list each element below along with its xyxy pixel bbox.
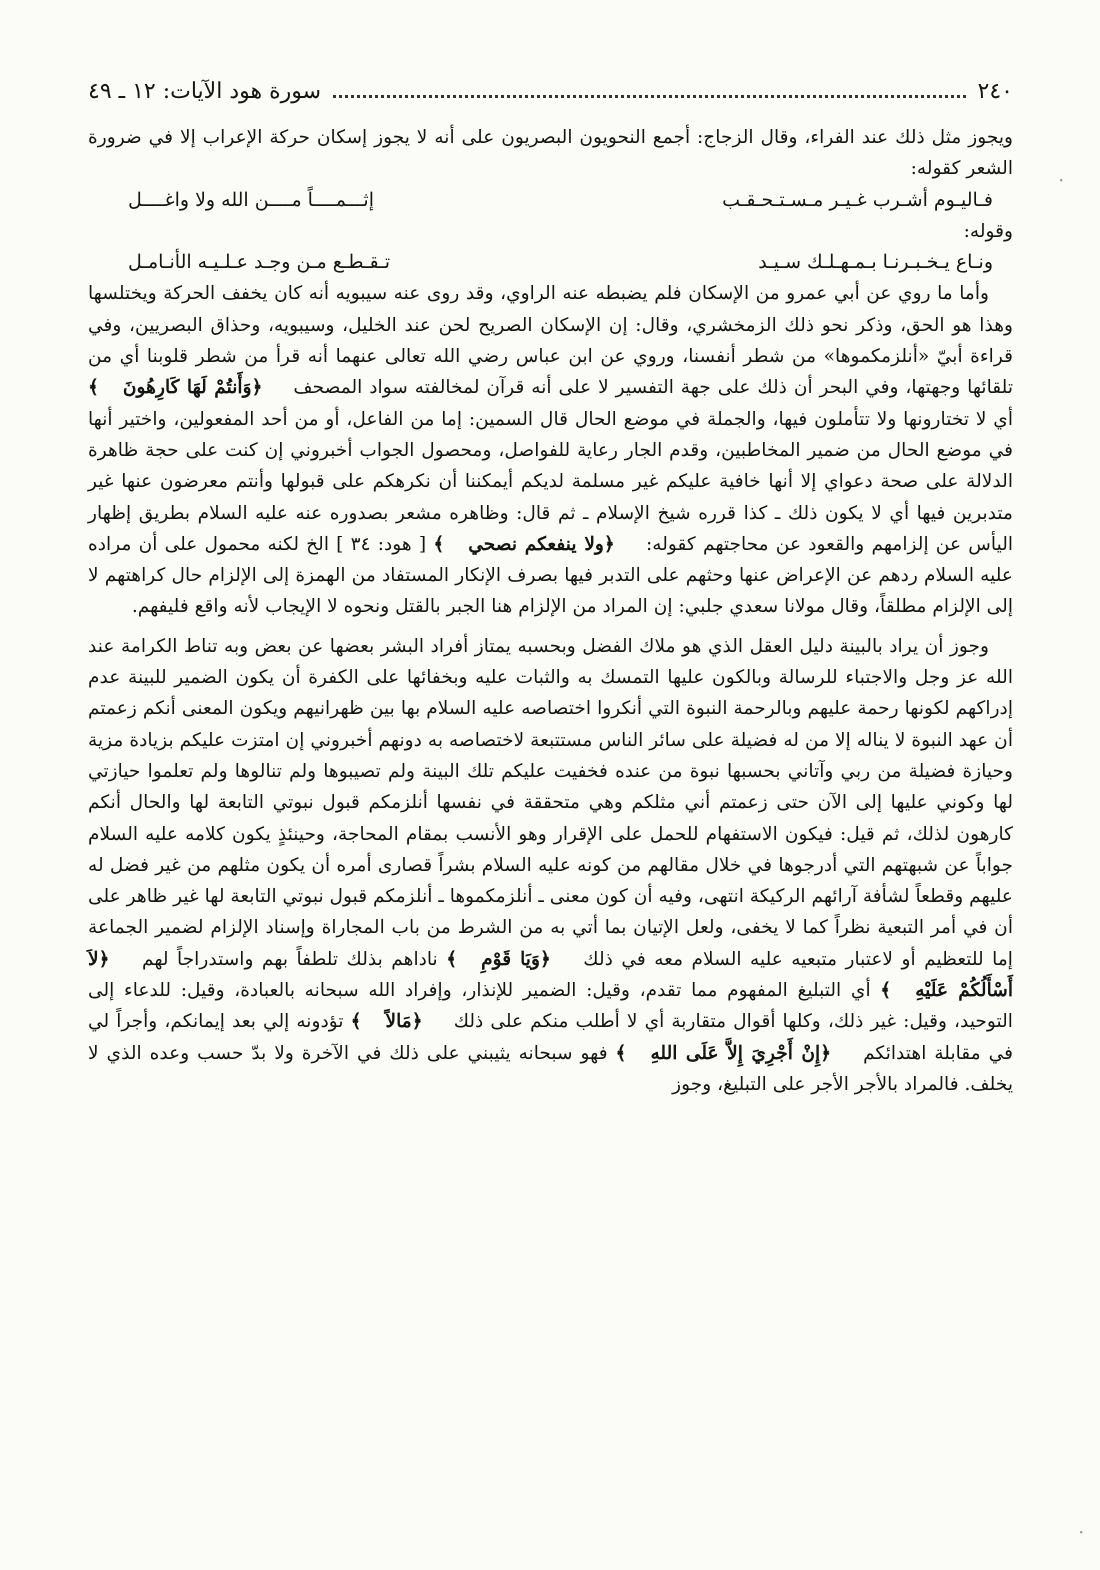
ornate-bracket-close-icon: ﴾ xyxy=(350,1011,362,1033)
text-segment: أي التبليغ المفهوم مما تقدم، وقيل: الضمير للإنذار، وإفراد الله سبحانه بالعبادة، وقيل: للدعاء إلى التوحيد، وقيل: غير ذلك، وكلها أقوال متقاربة أي لا أطلب منكم على ذلك xyxy=(88,980,1013,1033)
quran-text: إِنْ أَجْرِيَ إِلاَّ عَلَى اللهِ xyxy=(650,1042,821,1064)
running-header xyxy=(88,74,1013,108)
ornate-bracket-open-icon: ﴿ xyxy=(98,948,110,970)
quran-quote-1 xyxy=(88,377,287,398)
paragraph-intro: ويجوز مثل ذلك عند الفراء، وقال الزجاج: أجمع النحويون البصريون على أنه لا يجوز إسكان حركة الإعراب إلا في ضرورة الشعر كقوله: xyxy=(88,127,1013,180)
ornate-bracket-close-icon: ﴾ xyxy=(446,948,458,970)
quran-text: لاَ أَسْأَلُكُمْ عَلَيْهِ xyxy=(88,948,1013,1002)
quran-text: ولا ينفعكم نصحي xyxy=(468,533,604,555)
ornate-bracket-close-icon: ﴾ xyxy=(433,533,445,555)
verse-1-second-hemistich: إثـــمــــاً مــــن الله ولا واغــــل xyxy=(128,188,374,211)
text-segment: أي لا تختارونها ولا تتأملون فيها، والجملة في موضع الحال قال السمين: إما من الفاعل، أو من أحد المفعولين، واختير أنها في موضع الحال من ضمير المخاطبين، وقدم الجار رعاية للفواصل، ومحصول الجواب أخبروني إن كنت على حجة ظاهرة الدلالة على صحة دعواي إلا أنها خافية عليكم غير مسلمة لديكم أيمكننا أن نكرهكم على قبولها وأنتم معرضون عنها غير متدبرين فيها أي لا يكون ذلك ـ كذا قرره شيخ الإسلام ـ ثم قال: وظاهره مشعر بصدوره عنه عليه السلام بطريق إظهار اليأس عن إلزامهم والقعود عن محاجتهم كقوله: xyxy=(88,408,1014,555)
ornate-bracket-open-icon: ﴿ xyxy=(603,533,615,555)
verse-2-second-hemistich: تـقـطـع مـن وجـد عـلـيـه الأنـامـل xyxy=(128,251,391,274)
poetry-verse-1 xyxy=(88,185,1013,216)
text-segment: وجوز أن يراد بالبينة دليل العقل الذي هو ملاك الفضل وبحسبه يمتاز أفراد البشر بعضها عن بعض وبه تناط الكرامة عند الله عز وجل والاجتباء للرسالة وبالكون عليها التمسك به والثبات عليه وبخفائها على الكفرة أن يكون الضمير للبينة عدم إدراكهم لكونها رحمة عليهم وبالرحمة النبوة التي أنكروا اختصاصه عليه السلام بها بين ظهرانيهم ويكون المعنى أنكم زعمتم أن عهد النبوة لا يناله إلا من له فضيلة على سائر الناس مستتبعة لاختصاصه به دونهم أخبروني إن امتزت عليكم بزيادة مزية وحيازة فضيلة من ربي وآتاني بحسبها نبوة من عنده فخفيت عليكم تلك البينة ولم تصيبوها ولم تنالوها ولم تعلموا حيازتي لها وكوني عليها إلى الآن حتى زعمتم أني مثلكم وهي متحققة في نفسها أنلزمكم قبول نبوتي التابعة لها والحال أنكم كارهون لذلك، ثم قيل: فيكون الاستفهام للحمل على الإقرار وهو الأنسب بمقام المحاجة، وحينئذٍ يكون كلامه عليه السلام جواباً عن شبهتهم التي أدرجوها في خلال مقالهم من كونه عليه السلام بشراً قصارى أمره أن يكون مثلهم من غير فضل له عليهم وقطعاً لشأفة آرائهم الركيكة انتهى، وفيه أن كون معنى ـ أنلزمكموها ـ أنلزمكم قبول نبوتي التابعة لها غير ظاهر على أن في أمر التبعية نظراً كما لا يخفى، ولعل الإتيان بما أتي به من الشرط من باب المجاراة وإسناد الإلزام لضمير الجماعة إما للتعظيم أو لاعتبار متبعيه عليه السلام معه في ذلك xyxy=(88,635,1013,970)
text-segment: تؤدونه إلي بعد إيمانكم، وأجراً لي في مقابلة اهتدائكم xyxy=(88,1011,1013,1064)
ornate-bracket-open-icon: ﴿ xyxy=(820,1042,832,1064)
paragraph-qawluh: وقوله: xyxy=(963,220,1013,242)
paragraph-discussion xyxy=(88,278,1013,622)
text-segment: فهو سبحانه يثيبني على ذلك في الآخرة ولا بدّ حسب وعده الذي لا يخلف. فالمراد بالأجر الأجر على التبليغ، وجوز xyxy=(88,1042,1013,1095)
verse-2-first-hemistich: ونـاع يـخـبـرنـا بـمـهـلـك سـيـد xyxy=(758,251,993,274)
poetry-verse-2 xyxy=(88,247,1013,278)
ornate-bracket-close-icon: ﴾ xyxy=(880,980,892,1002)
quran-quote-2 xyxy=(433,534,638,555)
scan-speck: · xyxy=(1078,1520,1085,1544)
quran-text: وَأَنتُمْ لَهَا كَارِهُونَ xyxy=(122,377,252,399)
quran-quote-3 xyxy=(446,949,575,970)
quran-quote-6 xyxy=(616,1043,856,1064)
verse-1-first-hemistich: فـاليـوم أشـرب غـيـر مـسـتـحـقـب xyxy=(722,188,993,211)
scan-speck: · xyxy=(1058,168,1065,192)
ornate-bracket-close-icon: ﴾ xyxy=(615,1042,627,1064)
dotted-leader xyxy=(333,95,966,98)
running-title: سورة هود الآيات: ١٢ ـ ٤٩ xyxy=(88,78,322,104)
body-text xyxy=(88,122,1013,1100)
quran-quote-5 xyxy=(351,1011,447,1032)
paragraph-explanation xyxy=(88,631,1013,1100)
ornate-bracket-open-icon: ﴿ xyxy=(539,948,551,970)
quran-text: مَالاً xyxy=(385,1011,412,1033)
page-number: ٢٤٠ xyxy=(977,78,1013,104)
ornate-bracket-open-icon: ﴿ xyxy=(251,377,263,399)
text-segment: [ هود: ٣٤ ] الخ لكنه محمول على أن مراده عليه السلام ردهم عن الإعراض عنها وحثهم على التدبر فيها بصرف الإنكار المستفاد من الهمزة إلى الإلزام حال كراهتهم لا إلى الإلزام مطلقاً، وقال مولانا سعدي جلبي: إن المراد من الإلزام هنا الجبر بالقتل ونحوه لا الإيجاب لأنه واقع فليفهم. xyxy=(88,533,1013,618)
ornate-bracket-close-icon: ﴾ xyxy=(88,377,99,399)
text-segment: ناداهم بذلك تلطفاً بهم واستدراجاً لهم xyxy=(141,948,438,970)
text-segment: وأما ما روي عن أبي عمرو من الإسكان فلم يضبطه عنه الراوي، وقد روى عنه سيبويه أنه كان يخفف الحركة ويختلسها وهذا هو الحق، وذكر نحو ذلك الزمخشري، وقال: إن الإسكان الصريح لحن عند الخليل، وسيبويه، وحذاق البصريين، وفي قراءة أبيّ «أنلزمكموها» من شطر أنفسنا، وروي عن ابن عباس رضي الله تعالى عنهما أنه قرأ من شطر قلوبنا أي من تلقائها وجهتها، وفي البحر أن ذلك على جهة التفسير لا على أنه قرآن لمخالفته سواد المصحف xyxy=(88,283,1013,399)
quran-text: وَيَا قَوْمِ xyxy=(481,948,540,970)
ornate-bracket-open-icon: ﴿ xyxy=(411,1011,423,1033)
